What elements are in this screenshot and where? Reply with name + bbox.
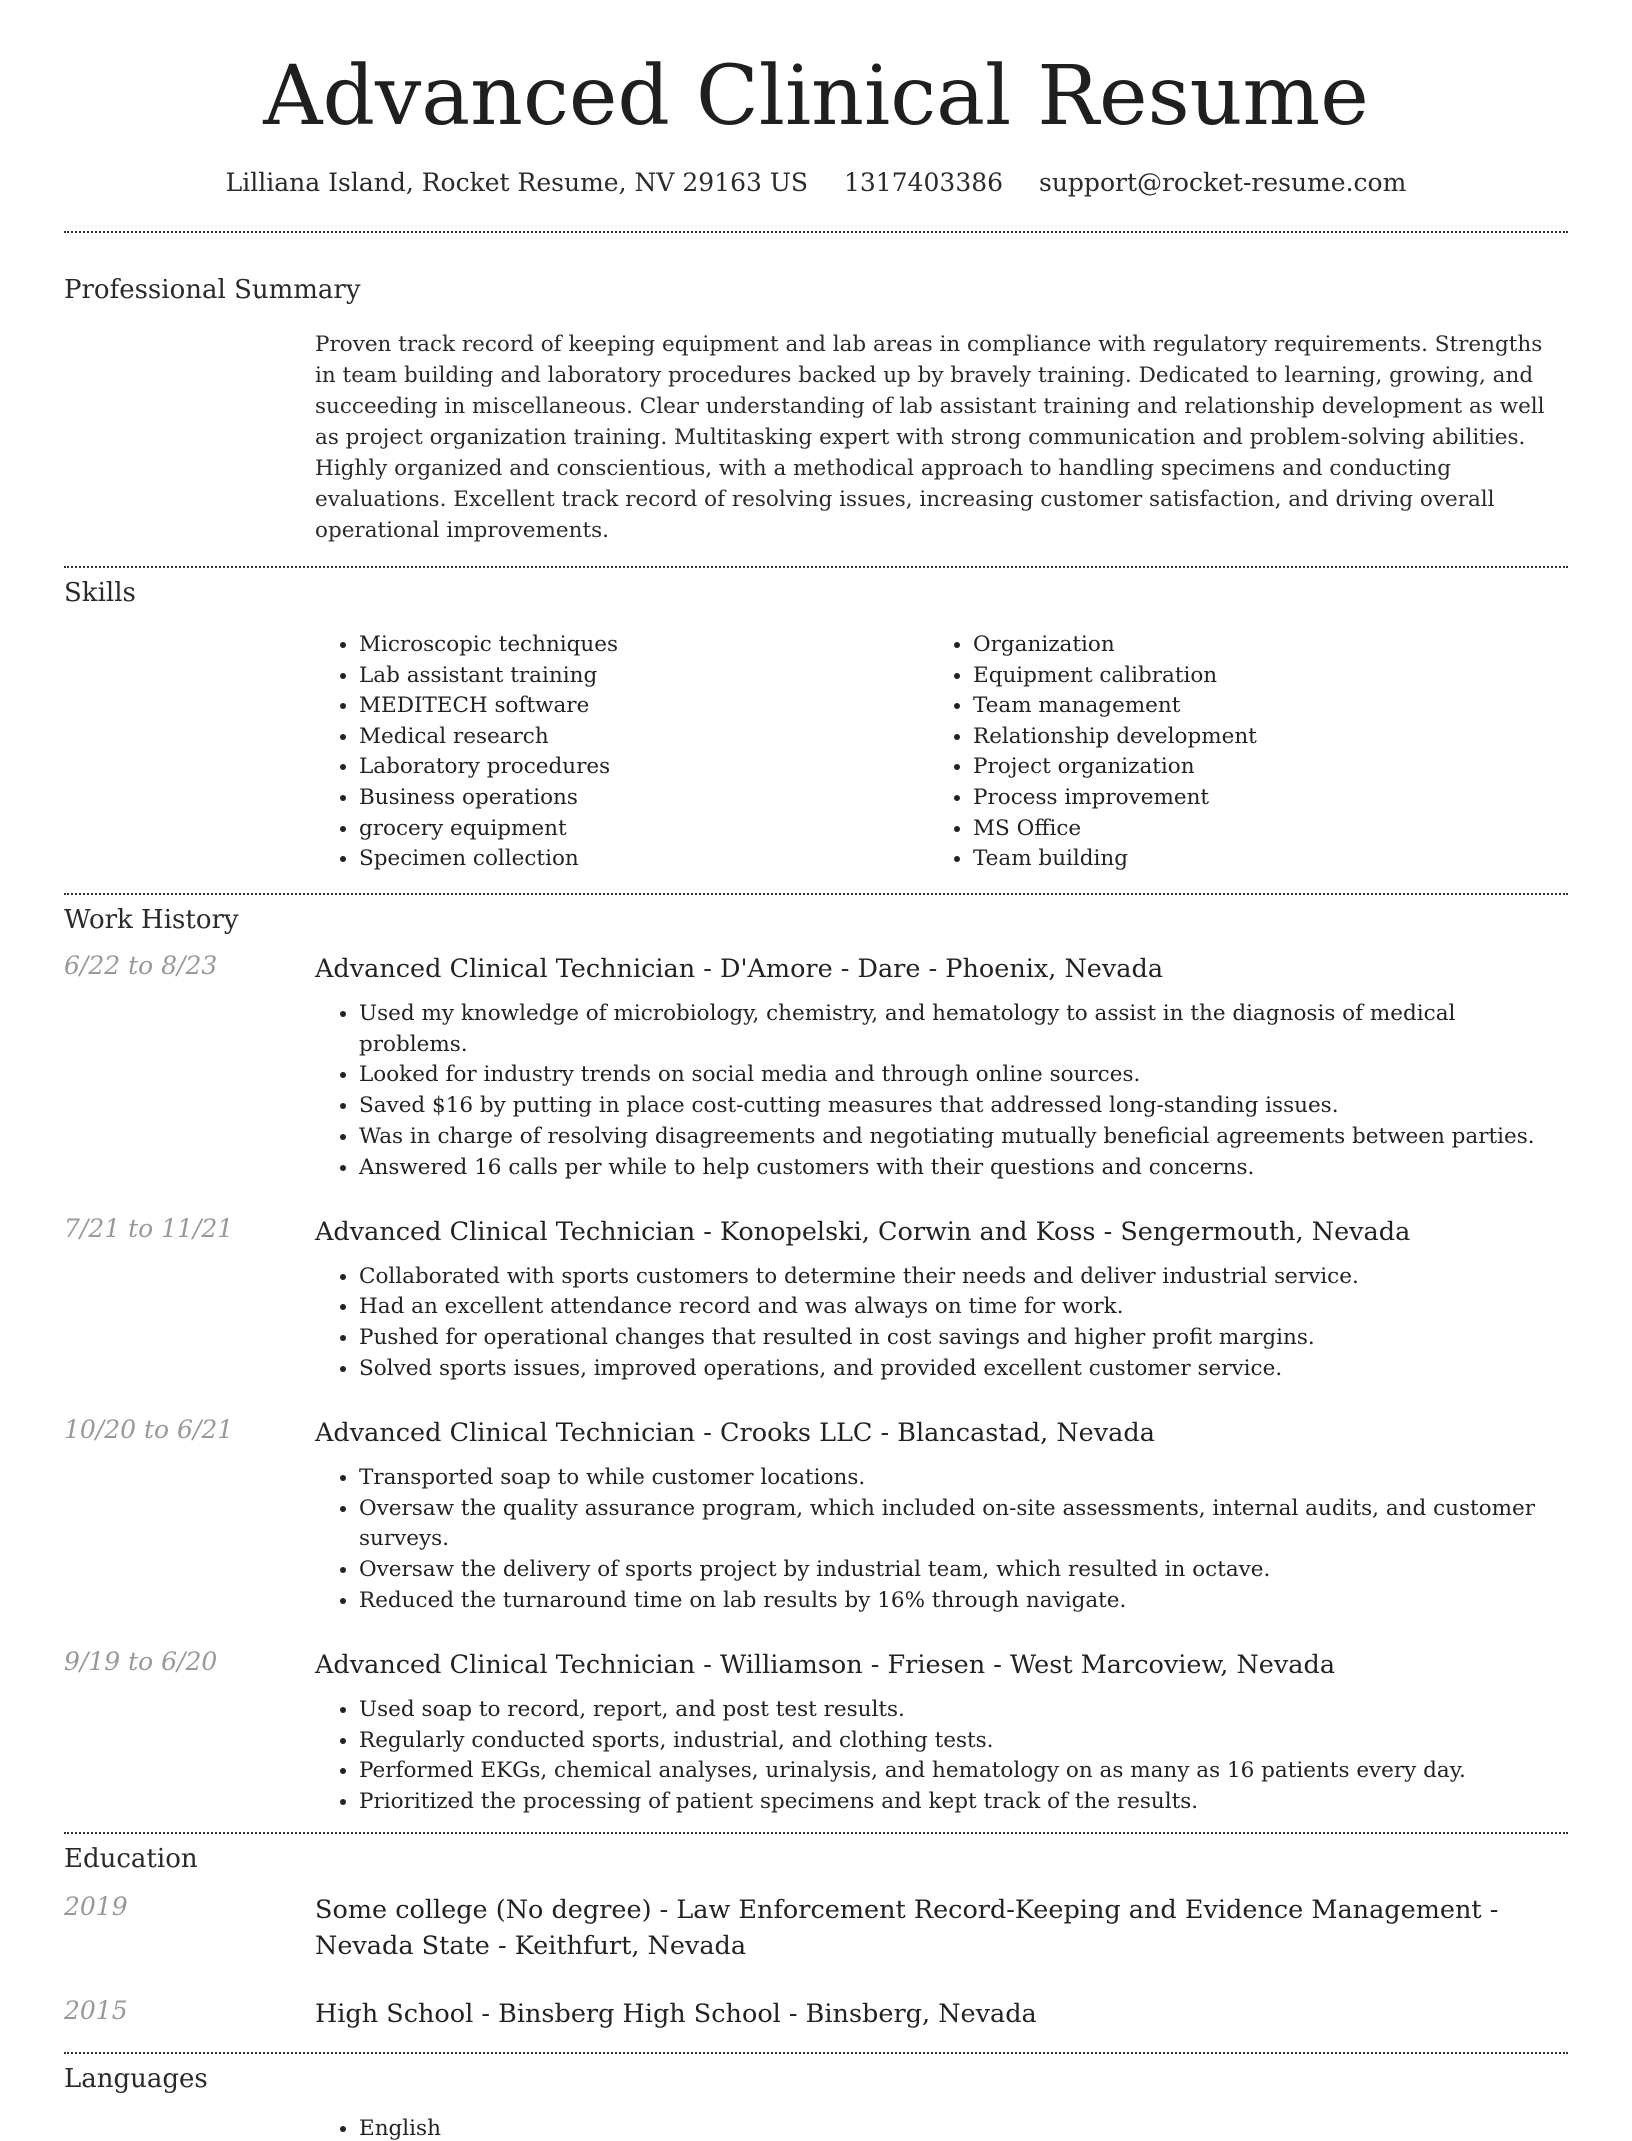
education-heading-line: High School - Binsberg High School - Binsberg, Nevada <box>315 1998 1037 2029</box>
resume-title: Advanced Clinical Resume <box>263 49 1369 144</box>
job-entry <box>64 1647 1568 1818</box>
skill-item: • Organization <box>973 630 1543 661</box>
skills-list-right <box>929 630 1543 875</box>
education-field: Law Enforcement Record-Keeping and Evidence Management <box>676 1894 1482 1925</box>
education-year: 2019 <box>64 1891 128 1921</box>
skill-item: • Relationship development <box>973 722 1543 753</box>
job-bullet: • Oversaw the quality assurance program, which included on-site assessments, internal audits, and customer surveys. <box>359 1494 1568 1556</box>
job-bullet: • Oversaw the delivery of sports project by industrial team, which resulted in octave. <box>359 1555 1568 1586</box>
job-company: Crooks LLC <box>720 1417 873 1448</box>
job-bullet: • Prioritized the processing of patient specimens and kept track of the results. <box>359 1787 1568 1818</box>
job-title: Advanced Clinical Technician <box>315 953 696 984</box>
job-bullet: • Collaborated with sports customers to determine their needs and deliver industrial service. <box>359 1262 1568 1293</box>
job-date: 7/21 to 11/21 <box>64 1213 234 1243</box>
languages-list <box>315 2116 1568 2141</box>
job-bullet: • Answered 16 calls per while to help customers with their questions and concerns. <box>359 1153 1568 1184</box>
job-heading: Advanced Clinical Technician - D'Amore - Dare - Phoenix, Nevada <box>315 953 1164 984</box>
education-degree: Some college (No degree) <box>315 1894 652 1925</box>
education-location: Keithfurt, Nevada <box>514 1930 747 1961</box>
job-bullet: • Pushed for operational changes that resulted in cost savings and higher profit margins. <box>359 1323 1568 1354</box>
job-date: 6/22 to 8/23 <box>64 950 218 980</box>
contact-line <box>64 168 1568 197</box>
languages-heading: Languages <box>64 2063 208 2094</box>
skill-item: • MEDITECH software <box>359 691 929 722</box>
job-bullet: • Saved $16 by putting in place cost-cutting measures that addressed long-standing issues. <box>359 1091 1568 1122</box>
skill-item: • Microscopic techniques <box>359 630 929 661</box>
job-bullet: • Transported soap to while customer locations. <box>359 1463 1568 1494</box>
job-bullet: • Had an excellent attendance record and was always on time for work. <box>359 1292 1568 1323</box>
job-bullet: • Solved sports issues, improved operations, and provided excellent customer service. <box>359 1354 1568 1385</box>
job-company: Williamson - Friesen <box>720 1649 986 1680</box>
job-company: Konopelski, Corwin and Koss <box>720 1216 1096 1247</box>
skill-item: • Team building <box>973 844 1543 875</box>
education-school: Binsberg High School <box>498 1998 781 2029</box>
education-heading-line: Some college (No degree) - Law Enforcement Record-Keeping and Evidence Management - Nevada State - Keithfurt, Nevada <box>315 1894 1499 1961</box>
skill-item: • MS Office <box>973 814 1543 845</box>
education-heading: Education <box>64 1843 198 1874</box>
skills-heading: Skills <box>64 578 136 608</box>
job-bullets <box>315 999 1568 1184</box>
job-location: Phoenix, Nevada <box>945 953 1164 984</box>
skill-item: • Laboratory procedures <box>359 752 929 783</box>
skill-item: • Equipment calibration <box>973 661 1543 692</box>
skill-item: • Process improvement <box>973 783 1543 814</box>
skill-item: • Lab assistant training <box>359 661 929 692</box>
contact-address: Lilliana Island, Rocket Resume, NV 29163 US <box>225 168 809 197</box>
job-entry <box>64 951 1568 1184</box>
education-location: Binsberg, Nevada <box>805 1998 1037 2029</box>
education-school: Nevada State <box>315 1930 490 1961</box>
job-bullet: • Used my knowledge of microbiology, chemistry, and hematology to assist in the diagnosis of medical problems. <box>359 999 1568 1061</box>
contact-phone: 1317403386 <box>843 168 1004 197</box>
language-item: • English <box>359 2116 1568 2141</box>
job-title: Advanced Clinical Technician <box>315 1216 696 1247</box>
job-location: West Marcoview, Nevada <box>1010 1649 1336 1680</box>
job-heading: Advanced Clinical Technician - Konopelski, Corwin and Koss - Sengermouth, Nevada <box>315 1216 1411 1247</box>
skill-item: • Specimen collection <box>359 844 929 875</box>
divider <box>64 893 1568 895</box>
job-heading: Advanced Clinical Technician - Crooks LLC - Blancastad, Nevada <box>315 1417 1155 1448</box>
job-date: 10/20 to 6/21 <box>64 1414 234 1444</box>
skill-item: • grocery equipment <box>359 814 929 845</box>
job-company: D'Amore - Dare <box>720 953 921 984</box>
skill-item: • Medical research <box>359 722 929 753</box>
summary-text: Proven track record of keeping equipment and lab areas in compliance with regulatory requirements. Strengths in team building and laboratory procedures backed up by bravely training. Dedicated to learning, growing, and succeeding in miscellaneous. Clear understanding of lab assistant training and relationship development as well as project organization training. Multitasking expert with strong communication and problem-solving abilities. Highly organized and conscientious, with a methodical approach to handling specimens and conducting evaluations. Excellent track record of resolving issues, increasing customer satisfaction, and driving overall operational improvements. <box>315 332 1545 543</box>
skills-grid <box>315 630 1568 875</box>
job-bullet: • Reduced the turnaround time on lab results by 16% through navigate. <box>359 1586 1568 1617</box>
languages-list-wrap <box>315 2116 1568 2141</box>
skill-item: • Project organization <box>973 752 1543 783</box>
work-heading: Work History <box>64 904 239 935</box>
summary-heading: Professional Summary <box>64 275 361 305</box>
job-bullet: • Used soap to record, report, and post test results. <box>359 1695 1568 1726</box>
job-bullet: • Regularly conducted sports, industrial, and clothing tests. <box>359 1726 1568 1757</box>
job-bullet: • Performed EKGs, chemical analyses, urinalysis, and hematology on as many as 16 patients every day. <box>359 1756 1568 1787</box>
skill-item: • Business operations <box>359 783 929 814</box>
job-location: Sengermouth, Nevada <box>1120 1216 1411 1247</box>
job-bullets <box>315 1695 1568 1818</box>
job-bullets <box>315 1262 1568 1385</box>
job-title: Advanced Clinical Technician <box>315 1417 696 1448</box>
job-heading: Advanced Clinical Technician - Williamson - Friesen - West Marcoview, Nevada <box>315 1649 1336 1680</box>
job-entry <box>64 1214 1568 1385</box>
skills-list-left <box>315 630 929 875</box>
job-bullet: • Looked for industry trends on social media and through online sources. <box>359 1060 1568 1091</box>
job-location: Blancastad, Nevada <box>897 1417 1155 1448</box>
job-title: Advanced Clinical Technician <box>315 1649 696 1680</box>
divider <box>64 1832 1568 1834</box>
divider <box>64 231 1568 233</box>
education-year: 2015 <box>64 1995 128 2025</box>
divider <box>64 2052 1568 2054</box>
job-entry <box>64 1415 1568 1617</box>
education-degree: High School <box>315 1998 474 2029</box>
job-date: 9/19 to 6/20 <box>64 1646 218 1676</box>
resume-page <box>64 0 1568 2141</box>
divider <box>64 566 1568 568</box>
contact-email: support@rocket-resume.com <box>1039 168 1407 197</box>
job-bullets <box>315 1463 1568 1617</box>
education-entry <box>64 1892 1568 1964</box>
education-entry <box>64 1996 1568 2032</box>
job-bullet: • Was in charge of resolving disagreements and negotiating mutually beneficial agreements between parties. <box>359 1122 1568 1153</box>
skill-item: • Team management <box>973 691 1543 722</box>
